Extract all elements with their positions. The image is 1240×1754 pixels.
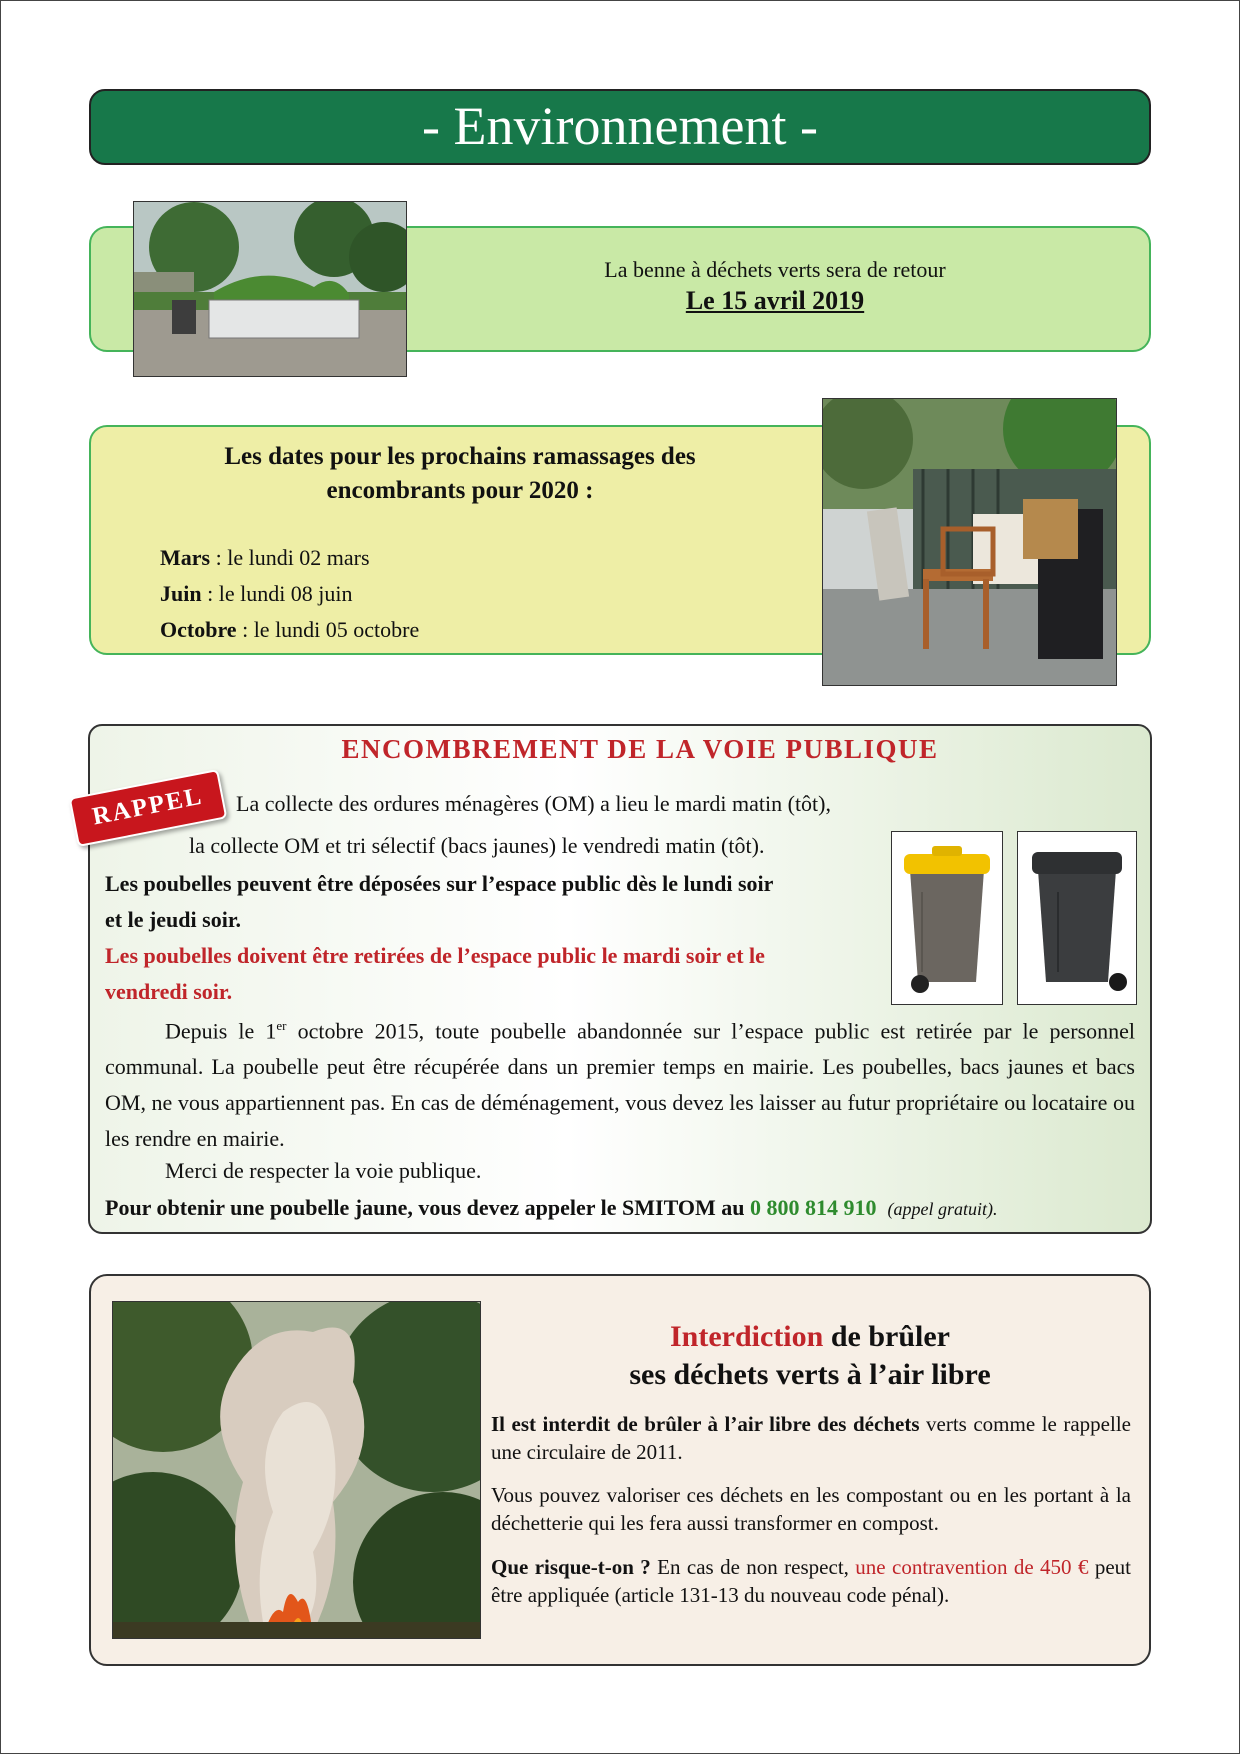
- yellow-bin-photo: [891, 831, 1003, 1005]
- list-item: [160, 540, 419, 576]
- para-start: Depuis le 1: [165, 1018, 277, 1044]
- smoke-fire-photo: [112, 1301, 481, 1639]
- month-label: Mars: [160, 545, 211, 570]
- page-title: - Environnement -: [89, 89, 1151, 165]
- bins-deposit-line-2: et le jeudi soir.: [105, 907, 242, 932]
- para-superscript: er: [276, 1018, 287, 1033]
- title-line-1: [580, 1318, 1040, 1356]
- list-item: [160, 612, 419, 648]
- p1-bold: Il est interdit de brûler à l’air libre des déchets: [491, 1412, 920, 1436]
- p1-rest: verts comme le rappelle une circulaire de 2011.: [491, 1412, 1131, 1464]
- month-label: Juin: [160, 581, 202, 606]
- date-text: : le lundi 08 juin: [201, 581, 353, 606]
- title-line-2: ses déchets verts à l’air libre: [629, 1358, 991, 1391]
- burning-paragraph-2: Vous pouvez valoriser ces déchets en les compostant ou en les portant à la déchetterie qui les fera aussi transformer en compost.: [491, 1483, 1131, 1535]
- grey-bin-photo: [1017, 831, 1137, 1005]
- collection-line-2: la collecte OM et tri sélectif (bacs jaunes) le vendredi matin (tôt).: [189, 833, 765, 858]
- bulky-heading-line1: Les dates pour les prochains ramassages des: [224, 443, 696, 470]
- green-waste-date: Le 15 avril 2019: [685, 286, 865, 315]
- public-road-heading: ENCOMBREMENT DE LA VOIE PUBLIQUE: [341, 734, 939, 764]
- thanks-line: Merci de respecter la voie publique.: [165, 1158, 482, 1183]
- green-waste-text: [560, 256, 990, 318]
- free-call-note: (appel gratuit).: [887, 1199, 998, 1219]
- bins-deposit-line-1: Les poubelles peuvent être déposées sur l’espace public dès le lundi soir: [105, 871, 774, 896]
- abandoned-bins-paragraph: [105, 1008, 1135, 1157]
- burning-paragraph-3: [491, 1553, 1131, 1609]
- month-label: Octobre: [160, 617, 237, 642]
- green-waste-skip-photo: [133, 201, 407, 377]
- bulky-dates-list: [160, 540, 419, 648]
- title-rest: de brûler: [823, 1320, 950, 1353]
- cta-text: Pour obtenir une poubelle jaune, vous devez appeler le SMITOM au: [105, 1195, 750, 1220]
- green-waste-line: La benne à déchets verts sera de retour: [604, 257, 946, 282]
- burning-ban-title: [580, 1318, 1040, 1394]
- bins-removal-line-2: vendredi soir.: [105, 979, 233, 1004]
- smitom-phone: 0 800 814 910: [749, 1195, 877, 1220]
- date-text: : le lundi 02 mars: [210, 545, 370, 570]
- title-red-word: Interdiction: [670, 1320, 824, 1353]
- date-text: : le lundi 05 octobre: [236, 617, 420, 642]
- bulky-heading-line2: encombrants pour 2020 :: [326, 477, 594, 504]
- burning-paragraph-1: [491, 1410, 1131, 1466]
- list-item: [160, 576, 419, 612]
- p3-bold: Que risque-t-on ?: [491, 1555, 651, 1579]
- yellow-bin-cta: [105, 1190, 1135, 1227]
- bulky-items-photo: [822, 398, 1117, 686]
- bulky-collection-heading: [140, 440, 780, 508]
- para-rest: octobre 2015, toute poubelle abandonnée sur l’espace public est retirée par le personnel communal. La poubelle peut être récupérée dans un premier temps en mairie. Les poubelles, bacs jaunes et bacs OM, ne vous appartiennent pas. En cas de déménagement, vous devez les laisser au futur propriétaire ou locataire ou les rendre en mairie.: [105, 1018, 1136, 1152]
- p3-end: peut être appliquée (article 131-13 du nouveau code pénal).: [491, 1555, 1131, 1607]
- p3-mid: En cas de non respect,: [650, 1555, 856, 1579]
- bins-removal-line-1: Les poubelles doivent être retirées de l’espace public le mardi soir et le: [105, 943, 765, 968]
- rappel-badge: RAPPEL: [69, 769, 228, 847]
- collection-line-1: La collecte des ordures ménagères (OM) a lieu le mardi matin (tôt),: [236, 791, 831, 816]
- p3-fine: une contravention de 450 €: [855, 1555, 1089, 1579]
